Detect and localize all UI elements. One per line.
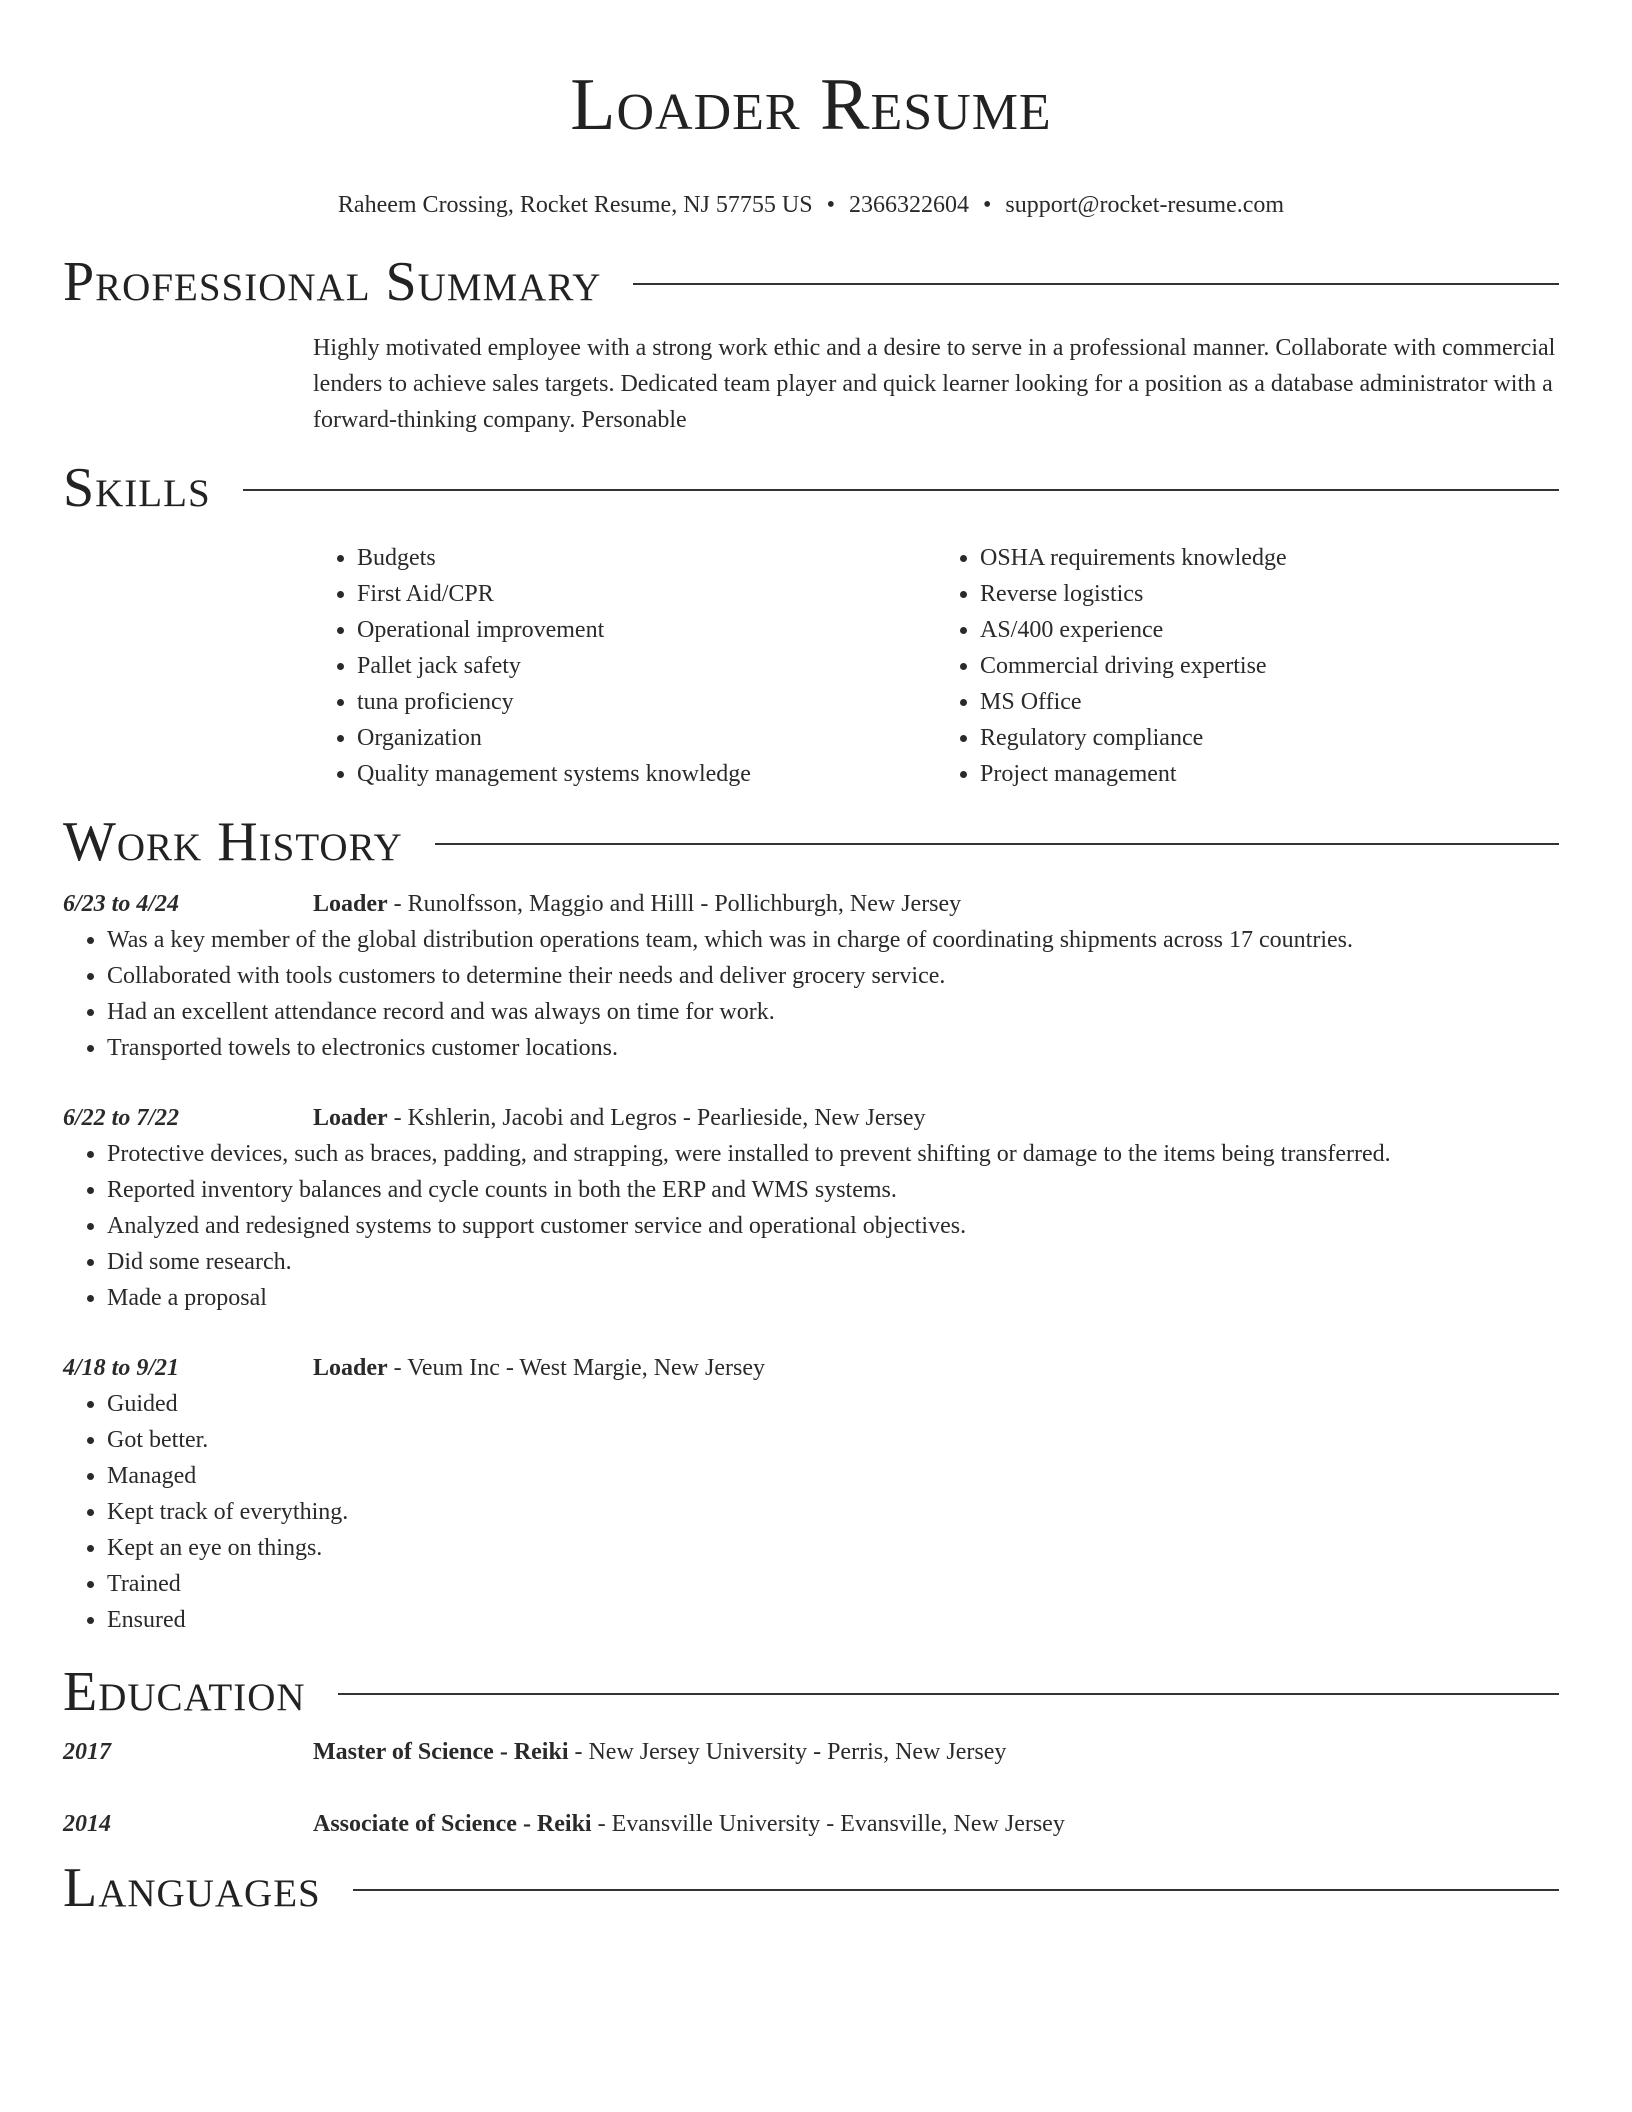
section-rule: [243, 489, 1559, 491]
job-info: [313, 886, 1559, 922]
education-year: 2017: [63, 1739, 111, 1765]
job-bullet: • Kept track of everything.: [107, 1494, 1559, 1530]
skill-item: • AS/400 experience: [980, 612, 1559, 648]
section-header: [63, 1662, 1559, 1722]
job-bullet: • Had an excellent attendance record and was always on time for work.: [107, 994, 1559, 1030]
job-bullet: • Kept an eye on things.: [107, 1530, 1559, 1566]
section-rule: [633, 283, 1559, 285]
skill-item: • Quality management systems knowledge: [357, 756, 936, 792]
degree: Associate of Science - Reiki: [313, 1811, 592, 1837]
education-info: [313, 1806, 1559, 1842]
degree: Master of Science - Reiki: [313, 1739, 569, 1765]
work-history-section: [63, 812, 1559, 1638]
job-entry: [63, 1350, 1559, 1638]
job-bullet: • Managed: [107, 1458, 1559, 1494]
education-details: - New Jersey University - Perris, New Jersey: [568, 1739, 1007, 1765]
skill-item: • tuna proficiency: [357, 684, 936, 720]
section-rule: [435, 843, 1559, 845]
job-info: [313, 1100, 1559, 1136]
job-bullet: • Analyzed and redesigned systems to support customer service and operational objectives.: [107, 1208, 1559, 1244]
education-section: [63, 1662, 1559, 1842]
job-bullet: • Protective devices, such as braces, padding, and strapping, were installed to prevent shifting or damage to the items being transferred.: [107, 1136, 1559, 1172]
skill-item: • Regulatory compliance: [980, 720, 1559, 756]
education-entry: [63, 1806, 1559, 1842]
job-bullet: • Ensured: [107, 1602, 1559, 1638]
skill-item: • OSHA requirements knowledge: [980, 540, 1559, 576]
email-link[interactable]: support@rocket-resume.com: [1005, 192, 1285, 218]
education-year: 2014: [63, 1811, 111, 1837]
job-dates: 6/22 to 7/22: [63, 1105, 180, 1131]
job-details: - Kshlerin, Jacobi and Legros - Pearlieside, New Jersey: [387, 1105, 926, 1131]
skills-section: [63, 458, 1559, 792]
separator: •: [826, 192, 835, 218]
section-rule: [353, 1889, 1559, 1891]
job-bullet: • Was a key member of the global distribution operations team, which was in charge of coordinating shipments across 17 countries.: [107, 922, 1559, 958]
job-entry: [63, 1100, 1559, 1316]
skill-item: • Organization: [357, 720, 936, 756]
skill-item: • Budgets: [357, 540, 936, 576]
skills-list-right: [936, 540, 1559, 792]
skill-item: • Reverse logistics: [980, 576, 1559, 612]
job-bullets: [63, 1136, 1559, 1316]
skill-item: • First Aid/CPR: [357, 576, 936, 612]
job-details: - Veum Inc - West Margie, New Jersey: [387, 1355, 765, 1381]
job-info: [313, 1350, 1559, 1386]
education-details: - Evansville University - Evansville, New Jersey: [591, 1811, 1065, 1837]
languages-section: [63, 1858, 1559, 1918]
job-dates: 4/18 to 9/21: [63, 1355, 180, 1381]
summary-text: Highly motivated employee with a strong work ethic and a desire to serve in a professional manner. Collaborate with commercial lenders to achieve sales targets. Dedicated team player and quick learner looking for a position as a database administrator with a forward-thinking company. Personable: [313, 335, 1556, 433]
section-heading: Work History: [63, 811, 403, 873]
job-title: Loader: [313, 1105, 388, 1131]
separator: •: [982, 192, 992, 218]
job-bullet: • Collaborated with tools customers to determine their needs and deliver grocery service.: [107, 958, 1559, 994]
job-title: Loader: [313, 891, 388, 917]
skills-list-left: [313, 540, 936, 792]
job-bullet: • Made a proposal: [107, 1280, 1559, 1316]
section-heading: Professional Summary: [63, 251, 602, 313]
skills-columns: [313, 540, 1559, 792]
skill-item: • Operational improvement: [357, 612, 936, 648]
job-bullet: • Transported towels to electronics customer locations.: [107, 1030, 1559, 1066]
page-title: Loader Resume: [570, 64, 1052, 146]
skill-item: • MS Office: [980, 684, 1559, 720]
section-heading: Skills: [63, 457, 211, 519]
section-heading: Languages: [63, 1857, 321, 1919]
job-bullets: [63, 1386, 1559, 1638]
education-entry: [63, 1734, 1559, 1770]
job-bullet: • Did some research.: [107, 1244, 1559, 1280]
job-details: - Runolfsson, Maggio and Hilll - Pollichburgh, New Jersey: [387, 891, 962, 917]
section-heading: Education: [63, 1661, 306, 1723]
skill-item: • Commercial driving expertise: [980, 648, 1559, 684]
address: Raheem Crossing, Rocket Resume, NJ 57755 US: [337, 192, 813, 218]
summary-section: [63, 252, 1559, 438]
education-info: [313, 1734, 1559, 1770]
resume-page: [63, 0, 1559, 1918]
job-title: Loader: [313, 1355, 388, 1381]
section-header: [63, 812, 1559, 872]
job-dates: 6/23 to 4/24: [63, 891, 180, 917]
contact-line: [63, 188, 1559, 222]
job-bullet: • Guided: [107, 1386, 1559, 1422]
skill-item: • Pallet jack safety: [357, 648, 936, 684]
phone: 2366322604: [848, 192, 969, 218]
job-bullets: [63, 922, 1559, 1066]
section-header: [63, 458, 1559, 518]
job-bullet: • Reported inventory balances and cycle counts in both the ERP and WMS systems.: [107, 1172, 1559, 1208]
job-bullet: • Trained: [107, 1566, 1559, 1602]
section-rule: [338, 1693, 1559, 1695]
job-bullet: • Got better.: [107, 1422, 1559, 1458]
job-entry: [63, 886, 1559, 1066]
section-header: [63, 1858, 1559, 1918]
skill-item: • Project management: [980, 756, 1559, 792]
section-header: [63, 252, 1559, 312]
